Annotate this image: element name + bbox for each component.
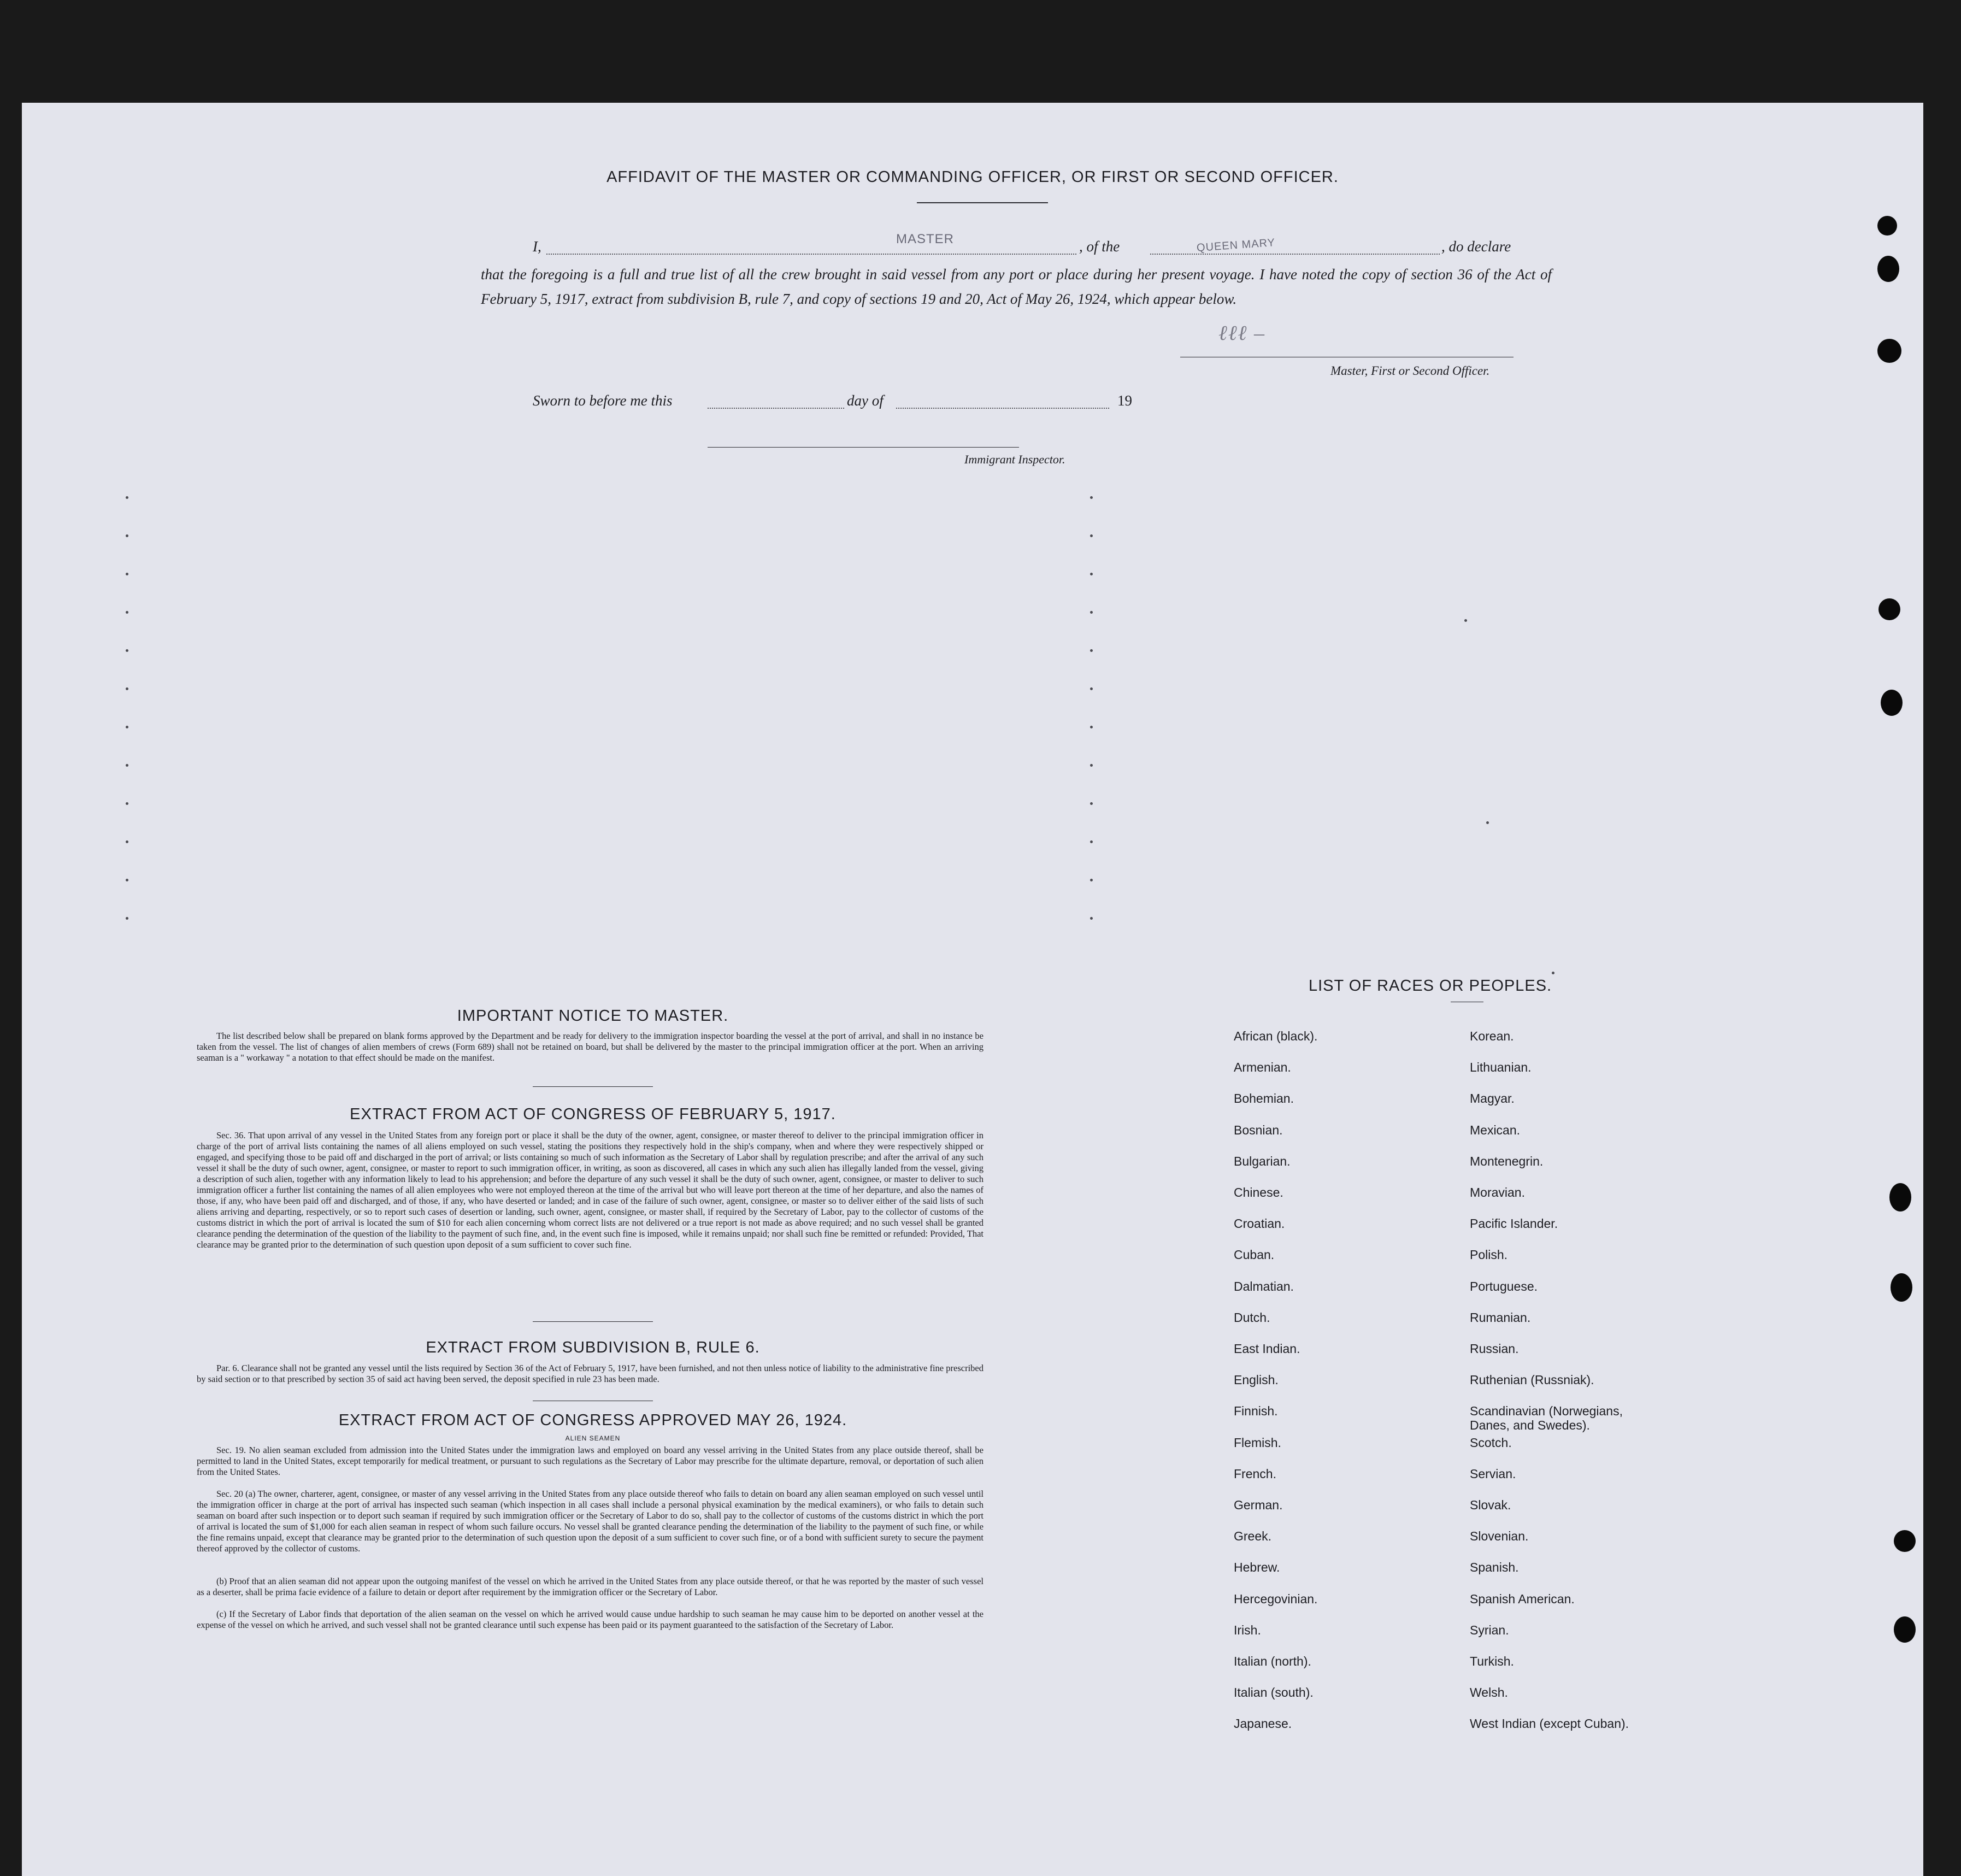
sec-20a: Sec. 20 (a) The owner, charterer, agent, consignee, or master of any vessel arriving in the United States from any place outside thereof who fails to detain on board any alien seaman employed on such vessel until the immigration officer in charge at the port of arrival has inspected such seaman (which inspection in all cases shall include a personal physical examination by the medical examiners), or who fails to detain such seaman on board after such inspection or to deport such seaman if required by such immigration officer or the Secretary of Labor to do so, shall pay to the collector of customs of the customs district in which the port of arrival is located the sum of $1,000 for each alien seaman in respect of whom such failure occurs. No vessel shall be granted clearance pending the determination of the liability to the payment of such fine, or while the fine remains unpaid, except that clearance may be granted prior to the determination of such question upon the deposit of a sum sufficient to cover such fine, or of a bond with sufficient surety to secure the payment thereof approved by the collector of customs. — [197, 1489, 984, 1554]
race-item: Portuguese. — [1470, 1279, 1538, 1293]
punch-hole — [1891, 1273, 1912, 1302]
race-item: Japanese. — [1234, 1716, 1292, 1731]
race-item: Greek. — [1234, 1529, 1272, 1544]
race-item: Hercegovinian. — [1234, 1591, 1318, 1606]
race-item: Bosnian. — [1234, 1122, 1283, 1137]
sec-20c: (c) If the Secretary of Labor finds that deportation of the alien seaman on the vessel on which he arrived would cause undue hardship to such seaman he may cause him to be deported on another vessel at the expense of the vessel on which he arrived, and such vessel shall not be granted clearance until such expense has been paid or its payment guaranteed to the satisfaction of the Secretary of Labor. — [197, 1609, 984, 1630]
race-item: Bohemian. — [1234, 1091, 1294, 1106]
signature-scrawl: ℓℓℓ – — [1218, 322, 1265, 345]
inspector-line — [708, 447, 1019, 448]
master-stamp: MASTER — [896, 232, 955, 246]
divider-2 — [533, 1321, 653, 1322]
race-item: Montenegrin. — [1470, 1154, 1544, 1168]
extract-1917-body: Sec. 36. That upon arrival of any vessel in the United States from any foreign port or place it shall be the duty of the owner, agent, consignee, or master thereof to deliver to the principal immigration officer in charge of the port of arrival lists containing the names of all aliens employed on such vessel, stating the positions they respectively hold in the ship's company, when and where they were respectively shipped or engaged, and specifying those to be paid off and discharged in the port of arrival; or lists containing so much of such information as the Secretary of Labor shall by regulation prescribe; and after the arrival of any such vessel it shall be the duty of such owner, agent, consignee, or master to report to such immigration officer, in writing, as soon as discovered, all cases in which any such alien has illegally landed from the vessel, giving a description of such alien, together with any information likely to lead to his apprehension; and before the departure of any such vessel it shall be the duty of such owner, agent, consignee, or master to deliver to such immigration officer a further list containing the names of all alien employees who were not employed thereon at the time of the arrival but who will leave port thereon at the time of her departure, and also the names of those, if any, who have been paid off and discharged, and of those, if any, who have deserted or landed; and in case of the failure of such owner, agent, consignee, or master so to deliver either of the said lists of such aliens arriving and departing, respectively, or so to report such cases of desertion or landing, such owner, agent, consignee, or master shall, if required by the Secretary of Labor, pay to the collector of customs of the customs district in which the port of arrival is located the sum of $10 for each alien concerning whom correct lists are not delivered or a true report is not made as above required; and no such vessel shall be granted clearance pending the determination of the question of the liability to the payment of such fine, and, in the event such fine is imposed, while it remains unpaid; nor shall such fine be remitted or refunded: Provided, That clearance may be granted prior to the determination of such question upon deposit of a sum sufficient to cover such fine. — [197, 1130, 984, 1250]
vessel-stamp: QUEEN MARY — [1196, 237, 1276, 255]
punch-hole — [1889, 1183, 1911, 1212]
alien-seamen-heading: ALIEN SEAMEN — [565, 1434, 621, 1442]
race-item: German. — [1234, 1498, 1283, 1512]
declaration-of-the: , of the — [1079, 238, 1120, 255]
race-item: Dalmatian. — [1234, 1279, 1294, 1293]
race-item: French. — [1234, 1466, 1276, 1481]
race-item: Flemish. — [1234, 1435, 1281, 1450]
race-item: Scotch. — [1470, 1435, 1512, 1450]
race-item: Croatian. — [1234, 1216, 1285, 1231]
sec-19: Sec. 19. No alien seaman excluded from admission into the United States under the immigration laws and employed on board any vessel arriving in the United States from any place outside thereof, shall be permitted to land in the United States, except temporarily for medical treatment, or pursuant to such regulations as the Secretary of Labor may prescribe for the ultimate departure, removal, or deportation of such alien from the United States. — [197, 1445, 984, 1477]
affidavit-title: AFFIDAVIT OF THE MASTER OR COMMANDING OFFICER, OR FIRST OR SECOND OFFICER. — [606, 168, 1339, 186]
race-item: Moravian. — [1470, 1185, 1525, 1199]
title-underline — [917, 202, 1048, 203]
race-item: Dutch. — [1234, 1310, 1270, 1325]
race-item: Chinese. — [1234, 1185, 1283, 1199]
race-item: Spanish American. — [1470, 1591, 1575, 1606]
race-item: Finnish. — [1234, 1404, 1278, 1419]
race-item: Welsh. — [1470, 1685, 1508, 1700]
race-item: East Indian. — [1234, 1342, 1300, 1356]
punch-hole — [1881, 690, 1903, 716]
sworn-year: 19 — [1117, 392, 1132, 409]
extract-1924-title: EXTRACT FROM ACT OF CONGRESS APPROVED MAY 26, 1924. — [338, 1412, 847, 1429]
extract-1917-title: EXTRACT FROM ACT OF CONGRESS OF FEBRUARY 5, 1917. — [350, 1105, 836, 1123]
document-page — [22, 103, 1923, 1876]
declaration-i: I, — [533, 238, 541, 255]
punch-hole — [1877, 256, 1899, 282]
race-item: Slovak. — [1470, 1498, 1511, 1512]
race-item: Servian. — [1470, 1466, 1516, 1481]
inspector-caption: Immigrant Inspector. — [964, 452, 1065, 466]
subdivision-b-body: Par. 6. Clearance shall not be granted any vessel until the lists required by Section 36 of the Act of February 5, 1917, have been furnished, and not then unless notice of liability to the administrative fine prescribed by said section or to that prescribed by section 35 of said act having been served, the deposit specified in rule 23 has been made. — [197, 1363, 984, 1384]
race-item: Pacific Islander. — [1470, 1216, 1558, 1231]
race-item: Polish. — [1470, 1248, 1508, 1262]
race-item: Rumanian. — [1470, 1310, 1531, 1325]
race-item: Cuban. — [1234, 1248, 1275, 1262]
affidavit-body: that the foregoing is a full and true list of all the crew brought in said vessel from any port or place during her present voyage. I have noted the copy of section 36 of the Act of February 5, 1917, extract from subdivision B, rule 7, and copy of sections 19 and 20, Act of May 26, 1924, which appear below. — [481, 266, 1552, 307]
divider-1 — [533, 1086, 653, 1087]
punch-hole — [1894, 1616, 1916, 1643]
race-item: Korean. — [1470, 1029, 1514, 1043]
race-item: African (black). — [1234, 1029, 1318, 1043]
race-item: Armenian. — [1234, 1060, 1291, 1075]
races-title: LIST OF RACES OR PEOPLES. — [1309, 977, 1552, 995]
race-item: Mexican. — [1470, 1122, 1521, 1137]
notice-title: IMPORTANT NOTICE TO MASTER. — [457, 1007, 729, 1025]
race-item: Turkish. — [1470, 1654, 1514, 1668]
subdivision-b-title: EXTRACT FROM SUBDIVISION B, RULE 6. — [426, 1339, 760, 1356]
punch-hole — [1894, 1530, 1916, 1552]
race-item: Syrian. — [1470, 1622, 1509, 1637]
signature-caption: Master, First or Second Officer. — [1330, 364, 1490, 378]
punch-hole — [1878, 598, 1900, 620]
race-item: Spanish. — [1470, 1560, 1519, 1575]
master-name-line — [546, 254, 1076, 255]
race-item: West Indian (except Cuban). — [1470, 1716, 1629, 1731]
race-item: Irish. — [1234, 1622, 1261, 1637]
notice-body: The list described below shall be prepared on blank forms approved by the Department and be ready for delivery to the immigration inspector boarding the vessel at the port of arrival, and shall in no instance be taken from the vessel. The list of changes of alien members of crews (Form 689) shall not be retained on board, but shall be delivered by the master to the principal immigration officer at the port. When an arriving seaman is a " workaway " a notation to that effect should be made on the manifest. — [197, 1031, 984, 1063]
punch-hole — [1877, 216, 1897, 236]
race-item: Magyar. — [1470, 1091, 1515, 1106]
vessel-name-line — [1150, 254, 1440, 255]
sec-20b: (b) Proof that an alien seaman did not appear upon the outgoing manifest of the vessel on which he arrived in the United States from any place outside thereof, or that he was reported by the master of such vessel as a deserter, shall be prima facie evidence of a failure to detain or deport after requirement by the immigration officer or the Secretary of Labor. — [197, 1576, 984, 1597]
punch-hole — [1877, 339, 1901, 363]
sworn-day-line — [708, 408, 844, 409]
race-item: Italian (south). — [1234, 1685, 1314, 1700]
sworn-day-of: day of — [847, 392, 884, 409]
sworn-prefix: Sworn to before me this — [533, 392, 673, 409]
race-item: Ruthenian (Russniak). — [1470, 1373, 1594, 1387]
race-item: Hebrew. — [1234, 1560, 1280, 1575]
sworn-month-line — [896, 408, 1109, 409]
race-item: English. — [1234, 1373, 1279, 1387]
race-item: Lithuanian. — [1470, 1060, 1532, 1075]
race-item: Italian (north). — [1234, 1654, 1311, 1668]
race-item: Slovenian. — [1470, 1529, 1529, 1544]
race-item: Bulgarian. — [1234, 1154, 1291, 1168]
race-item: Russian. — [1470, 1342, 1519, 1356]
declaration-declare: , do declare — [1441, 238, 1511, 255]
race-item: Scandinavian (Norwegians, Danes, and Swedes). — [1470, 1404, 1623, 1433]
